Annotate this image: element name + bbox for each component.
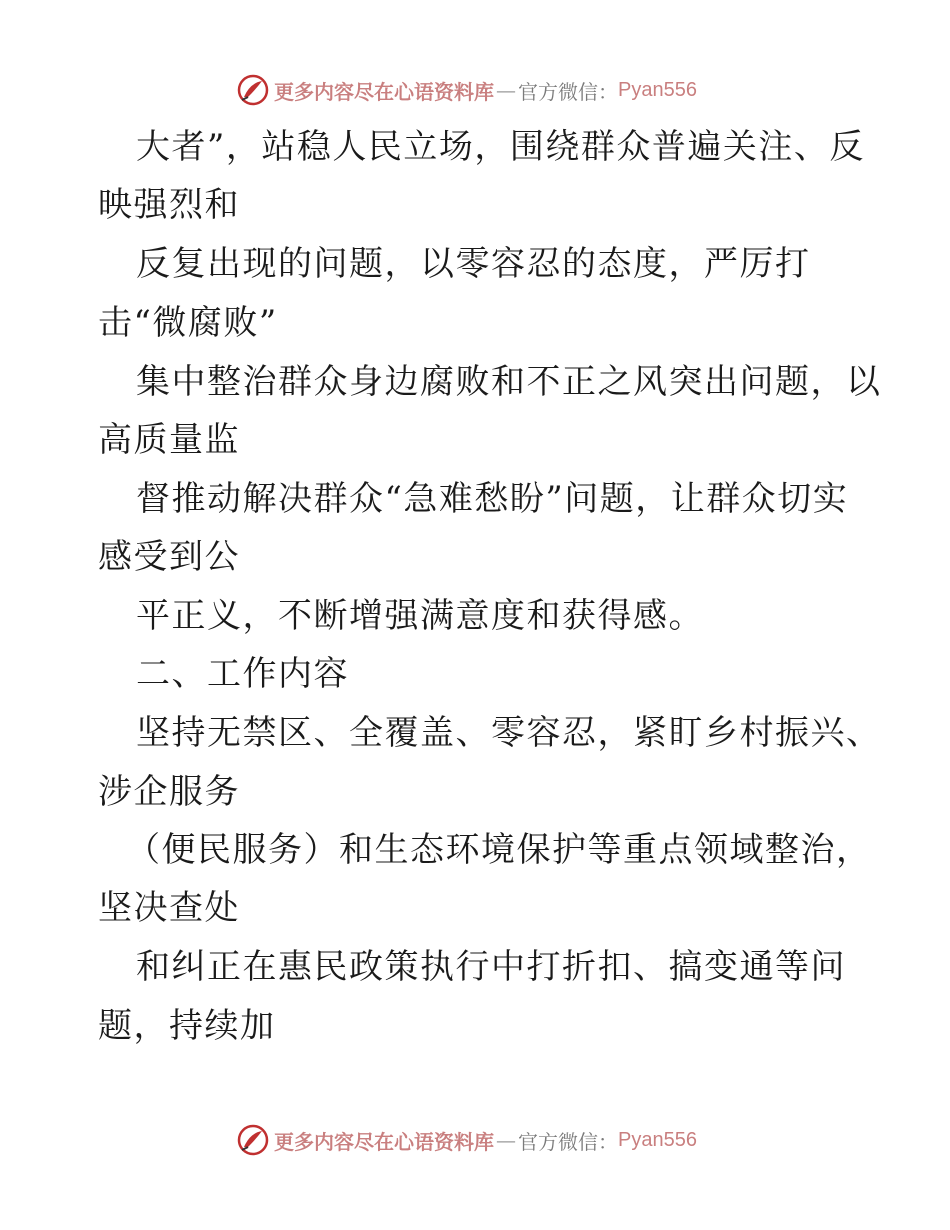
text-line: 题，持续加 [98,1006,276,1046]
text-line: 映强烈和 [98,185,240,225]
text-line: 反复出现的问题，以零容忍的态度，严厉打 [136,244,811,284]
watermark-label: 官方微信： [518,79,618,104]
watermark-brand: 更多内容尽在心语资料库 [274,79,494,104]
footer-watermark [236,1122,697,1158]
text-line: 高质量监 [98,420,240,460]
text-line: （便民服务）和生态环境保护等重点领域整治， [126,830,872,870]
watermark-id: Pyan556 [618,78,697,101]
watermark-dash: — [496,78,516,102]
text-line: 感受到公 [98,537,240,577]
text-line: 坚持无禁区、全覆盖、零容忍，紧盯乡村振兴、 [136,713,882,753]
text-line: 涉企服务 [98,772,240,812]
section-heading: 二、工作内容 [136,654,349,694]
watermark-label: 官方微信： [518,1129,618,1154]
text-line: 大者”，站稳人民立场，围绕群众普遍关注、反 [136,127,865,167]
pen-logo-icon [236,1123,270,1157]
text-line: 集中整治群众身边腐败和不正之风突出问题，以 [136,362,882,402]
watermark-brand: 更多内容尽在心语资料库 [274,1129,494,1154]
pen-logo-icon [236,73,270,107]
watermark-dash: — [496,1128,516,1152]
header-watermark [236,72,697,108]
text-line: 击“微腐败” [98,303,278,343]
watermark-id: Pyan556 [618,1128,697,1151]
text-line: 平正义，不断增强满意度和获得感。 [136,596,704,636]
text-line: 坚决查处 [98,888,240,928]
text-line: 督推动解决群众“急难愁盼”问题，让群众切实 [136,479,849,519]
text-line: 和纠正在惠民政策执行中打折扣、搞变通等问 [136,947,846,987]
